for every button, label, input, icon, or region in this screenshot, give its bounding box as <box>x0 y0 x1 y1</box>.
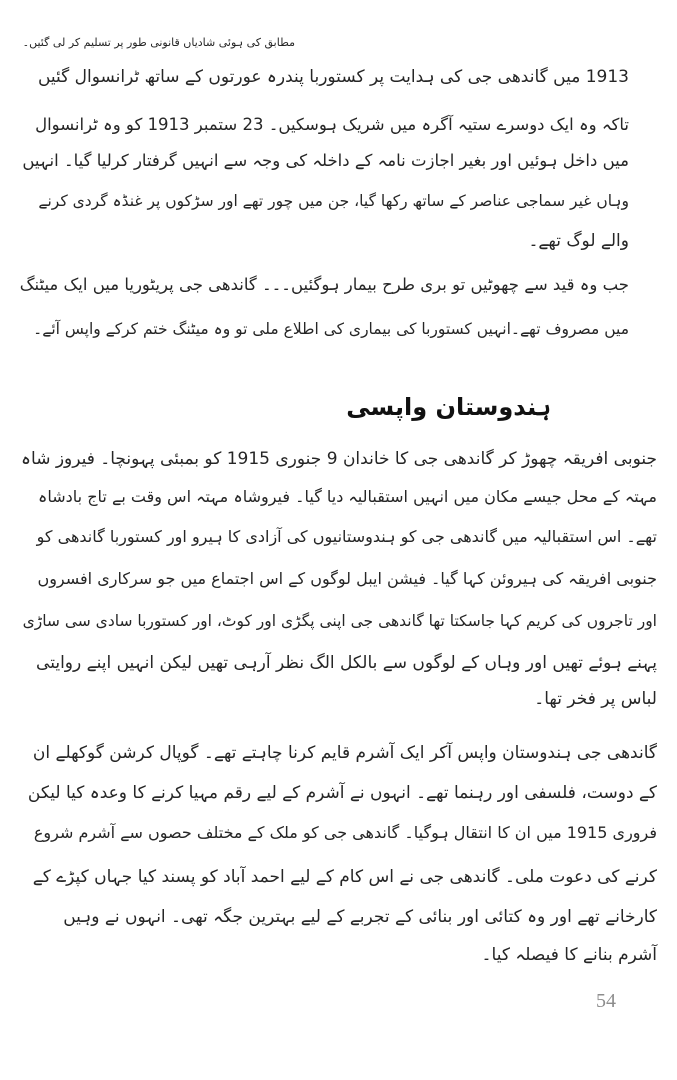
paragraph-line: جنوبی افریقہ چھوڑ کر گاندھی جی کا خاندان 9 جنوری 1915 کو بمبئی پہونچا۔ فیروز شاہ <box>21 449 657 469</box>
paragraph-line: پہنے ہوئے تھیں اور وہاں کے لوگوں سے بالکل الگ نظر آرہی تھیں لیکن انہیں اپنے روایتی <box>36 653 657 673</box>
paragraph-line: 1913 میں گاندھی جی کی ہدایت پر کستوربا پندرہ عورتوں کے ساتھ ٹرانسوال گئیں <box>37 67 629 87</box>
paragraph-line: کرنے کی دعوت ملی۔ گاندھی جی نے اس کام کے لیے احمد آباد کو پسند کیا جہاں کپڑے کے <box>32 867 657 887</box>
section-heading: ہندوستان واپسی <box>346 393 551 421</box>
page-number: 54 <box>596 990 616 1012</box>
paragraph-line: مہتہ کے محل جیسے مکان میں انہیں استقبالیہ دیا گیا۔ فیروشاہ مہتہ اس وقت بے تاج بادشاہ <box>38 487 657 506</box>
paragraph-line: والے لوگ تھے۔ <box>528 231 629 251</box>
paragraph-line: کارخانے تھے اور وہ کتائی اور بنائی کے تجربے کے لیے بہترین جگہ تھی۔ انہوں نے وہیں <box>63 907 657 927</box>
paragraph-line: وہاں غیر سماجی عناصر کے ساتھ رکھا گیا، جن میں چور تھے اور سڑکوں پر غنڈہ گردی کرنے <box>38 192 629 210</box>
paragraph-line: گاندھی جی ہندوستان واپس آکر ایک آشرم قایم کرنا چاہتے تھے۔ گوپال کرشن گوکھلے ان <box>32 743 657 763</box>
paragraph-line: اور تاجروں کی کریم کہا جاسکتا تھا گاندھی جی اپنی پگڑی اور کوٹ، اور کستوربا سادی سی ساڑی <box>22 612 657 630</box>
paragraph-line: جب وہ قید سے چھوٹیں تو بری طرح بیمار ہوگئیں۔۔۔ گاندھی جی پریٹوریا میں ایک میٹنگ <box>19 275 629 294</box>
paragraph-line: تاکہ وہ ایک دوسرے ستیہ آگرہ میں شریک ہوسکیں۔ 23 ستمبر 1913 کو وہ ٹرانسوال <box>35 115 629 134</box>
paragraph-line: تھے۔ اس استقبالیہ میں گاندھی جی کو ہندوستانیوں کی آزادی کا ہیرو اور کستوربا گاندھی کو <box>36 527 657 546</box>
paragraph-line: فروری 1915 میں ان کا انتقال ہوگیا۔ گاندھی جی کو ملک کے مختلف حصوں سے آشرم شروع <box>33 823 657 842</box>
paragraph-line: آشرم بنانے کا فیصلہ کیا۔ <box>481 945 657 965</box>
paragraph-line: مطابق کی ہوئی شادیاں قانونی طور پر تسلیم کر لی گئیں۔ <box>22 36 295 49</box>
paragraph-line: کے دوست، فلسفی اور رہنما تھے۔ انہوں نے آشرم کے لیے رقم مہیا کرنے کا وعدہ کیا لیکن <box>27 783 657 803</box>
paragraph-line: میں مصروف تھے۔انہیں کستوربا کی بیماری کی اطلاع ملی تو وہ میٹنگ ختم کرکے واپس آئے۔ <box>33 320 629 338</box>
paragraph-line: میں داخل ہوئیں اور بغیر اجازت نامہ کے داخلہ کی وجہ سے انہیں گرفتار کرلیا گیا۔ انہیں <box>22 151 629 170</box>
paragraph-line: جنوبی افریقہ کی ہیروئن کہا گیا۔ فیشن ایبل لوگوں کے اس اجتماع میں جو سرکاری افسروں <box>37 569 657 588</box>
paragraph-line: لباس پر فخر تھا۔ <box>534 689 657 709</box>
